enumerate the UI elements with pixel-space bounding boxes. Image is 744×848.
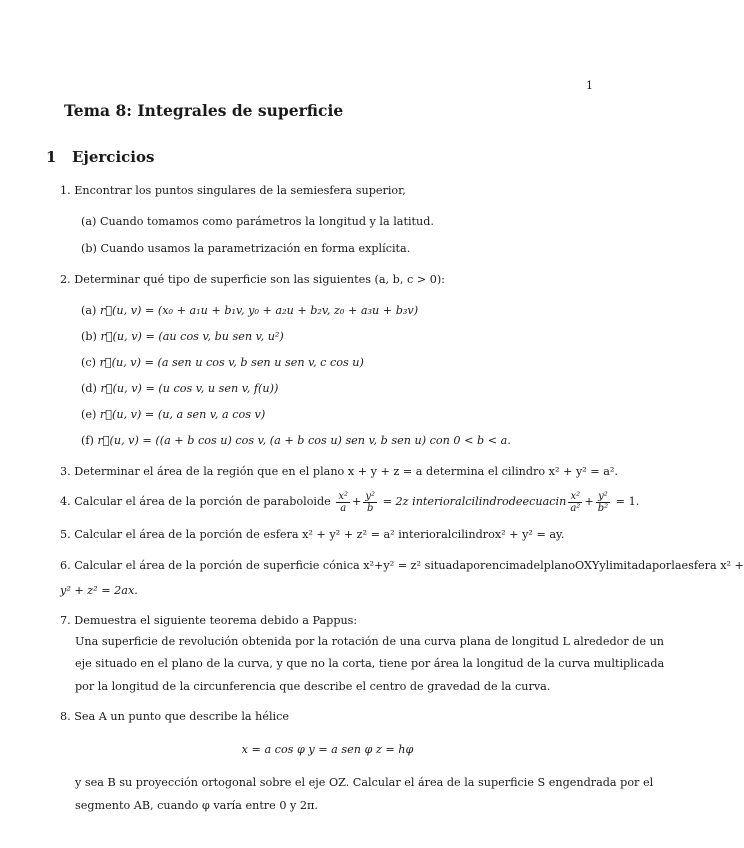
sub-formula: r⃗(u, v) = (x₀ + a₁u + b₁v, y₀ + a₂u + b₂v, z₀ + a₃u + b₃v) bbox=[99, 304, 419, 317]
exercise-number: 4. bbox=[60, 495, 71, 508]
exercise-2c bbox=[81, 356, 364, 370]
exercise-2f bbox=[81, 434, 511, 448]
exercise-4 bbox=[60, 489, 639, 515]
sub-label: (a) bbox=[81, 304, 97, 317]
exercise-7-line-1: Una superficie de revolución obtenida por la rotación de una curva plana de longitud L alrededor de un bbox=[75, 635, 665, 648]
plus-sign: + bbox=[584, 495, 594, 508]
sub-label: (b) bbox=[81, 330, 97, 343]
sub-formula: r⃗(u, v) = (au cos v, bu sen v, u²) bbox=[100, 330, 284, 343]
exercise-6 bbox=[60, 559, 744, 573]
sub-label: (d) bbox=[81, 382, 97, 395]
exercise-number: 1. bbox=[60, 184, 71, 197]
fraction bbox=[568, 491, 582, 514]
section-heading bbox=[46, 148, 154, 166]
exercise-1b bbox=[81, 242, 410, 256]
denominator: b² bbox=[597, 502, 609, 514]
sub-label: (a) bbox=[81, 215, 97, 228]
exercise-8-line-2: segmento AB, cuando φ varía entre 0 y 2π. bbox=[75, 799, 318, 812]
exercise-text: Determinar el área de la región que en el plano x + y + z = a determina el cilindro x² + y² = a². bbox=[74, 465, 618, 478]
exercise-7-line-3: por la longitud de la circunferencia que describe el centro de gravedad de la curva. bbox=[75, 680, 551, 693]
numerator: x² bbox=[338, 490, 349, 502]
exercise-2b bbox=[81, 330, 284, 344]
exercise-3 bbox=[60, 465, 618, 479]
helix-equation: x = a cos φ y = a sen φ z = hφ bbox=[241, 743, 414, 756]
sub-label: (b) bbox=[81, 242, 97, 255]
sub-text: Cuando usamos la parametrización en forma explícita. bbox=[100, 242, 411, 255]
sub-formula: r⃗(u, v) = (a sen u cos v, b sen u sen v, c cos u) bbox=[99, 356, 364, 369]
exercise-text: Determinar qué tipo de superficie son las siguientes (a, b, c > 0): bbox=[74, 273, 445, 286]
exercise-number: 5. bbox=[60, 528, 71, 541]
exercise-2d bbox=[81, 382, 278, 396]
exercise-7-line-2: eje situado en el plano de la curva, y que no la corta, tiene por área la longitud de la curva multiplicada bbox=[75, 657, 665, 670]
page-number: 1 bbox=[586, 79, 593, 92]
exercise-text-mid: = 2z interioralcilindrodeecuacin bbox=[382, 495, 567, 508]
plus-sign: + bbox=[352, 495, 362, 508]
sub-formula: r⃗(u, v) = ((a + b cos u) cos v, (a + b cos u) sen v, b sen u) con 0 < b < a. bbox=[97, 434, 511, 447]
exercise-text: Calcular el área de la porción de paraboloide bbox=[74, 495, 331, 508]
exercise-5 bbox=[60, 528, 564, 542]
exercise-2e bbox=[81, 408, 265, 422]
exercise-text-end: = 1. bbox=[615, 495, 640, 508]
exercise-8-line-1: y sea B su proyección ortogonal sobre el eje OZ. Calcular el área de la superficie S engendrada por el bbox=[75, 776, 654, 789]
denominator: a² bbox=[570, 502, 581, 514]
exercise-text: Sea A un punto que describe la hélice bbox=[74, 710, 289, 723]
sub-label: (c) bbox=[81, 356, 96, 369]
section-label: Ejercicios bbox=[72, 148, 155, 166]
exercise-text: Calcular el área de la porción de superficie cónica x²+y² = z² situadaporencimadelplanoOXYylimitadaporlaesfera x² + bbox=[74, 559, 744, 572]
exercise-2a bbox=[81, 304, 418, 318]
numerator: y² bbox=[365, 490, 376, 502]
exercise-1 bbox=[60, 184, 406, 198]
exercise-text: Calcular el área de la porción de esfera x² + y² + z² = a² interioralcilindrox² + y² = ay. bbox=[74, 528, 565, 541]
sub-formula: r⃗(u, v) = (u, a sen v, a cos v) bbox=[99, 408, 266, 421]
fraction bbox=[596, 491, 610, 514]
exercise-number: 3. bbox=[60, 465, 71, 478]
exercise-7 bbox=[60, 614, 357, 628]
sub-formula: r⃗(u, v) = (u cos v, u sen v, f(u)) bbox=[100, 382, 279, 395]
exercise-number: 6. bbox=[60, 559, 71, 572]
exercise-number: 2. bbox=[60, 273, 71, 286]
numerator: y² bbox=[596, 491, 610, 503]
exercise-2 bbox=[60, 273, 445, 287]
sub-label: (e) bbox=[81, 408, 97, 421]
section-number: 1 bbox=[46, 148, 57, 166]
exercise-text: y² + z² = 2ax. bbox=[60, 584, 138, 597]
exercise-8 bbox=[60, 710, 289, 724]
denominator: b bbox=[367, 502, 374, 514]
page-title: Tema 8: Integrales de superficie bbox=[64, 101, 344, 120]
fraction bbox=[363, 491, 377, 514]
fraction bbox=[336, 491, 350, 514]
denominator: a bbox=[340, 502, 347, 514]
exercise-text: Demuestra el siguiente teorema debido a Pappus: bbox=[74, 614, 358, 627]
sub-label: (f) bbox=[81, 434, 94, 447]
exercise-text: Encontrar los puntos singulares de la semiesfera superior, bbox=[74, 184, 406, 197]
exercise-6-continued bbox=[60, 584, 138, 598]
exercise-number: 7. bbox=[60, 614, 71, 627]
numerator: x² bbox=[568, 491, 582, 503]
exercise-1a bbox=[81, 215, 434, 229]
sub-text: Cuando tomamos como parámetros la longitud y la latitud. bbox=[99, 215, 434, 228]
exercise-number: 8. bbox=[60, 710, 71, 723]
